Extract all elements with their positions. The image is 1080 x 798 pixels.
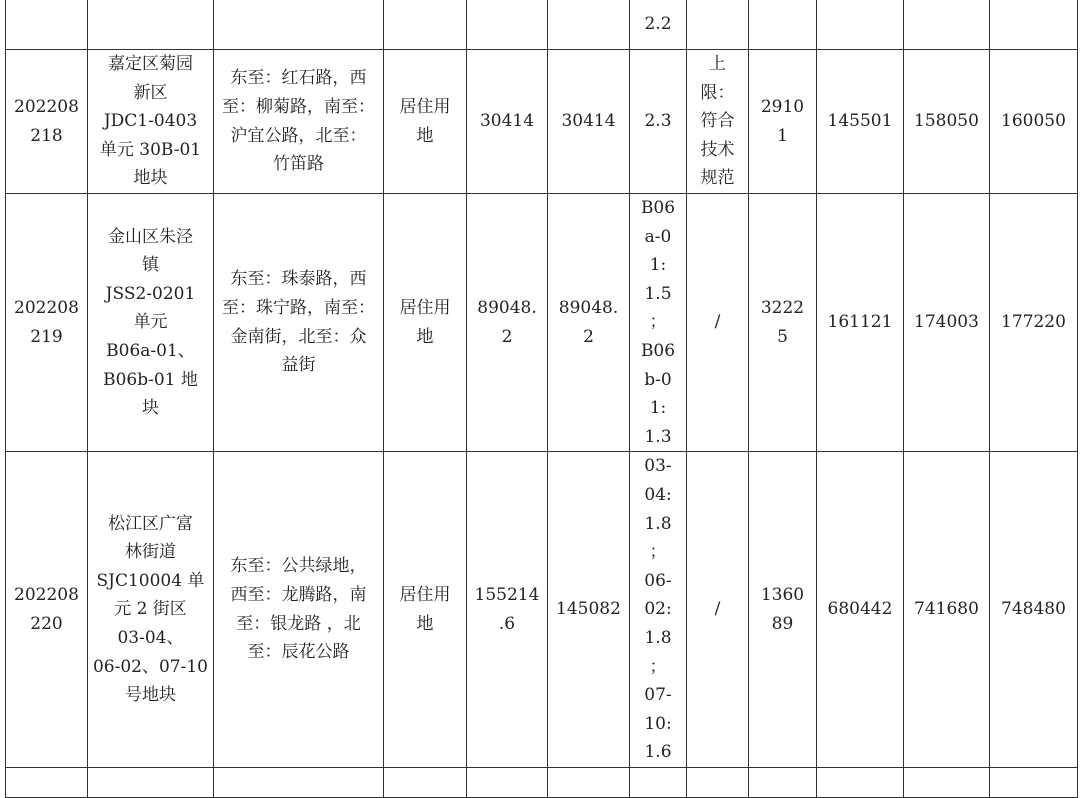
land-auction-table <box>5 0 1078 798</box>
cell-price-a <box>904 767 990 797</box>
cell-land-use <box>384 0 467 50</box>
cell-height-limit: / <box>687 452 749 768</box>
cell-plot-id: 202208 218 <box>6 50 88 194</box>
cell-land-use: 居住用 地 <box>384 50 467 194</box>
cell-total-area: 30414 <box>467 50 548 194</box>
cell-build-area <box>548 767 630 797</box>
table-row <box>6 0 1078 50</box>
cell-start-price: 161121 <box>817 194 904 452</box>
cell-start-price: 145501 <box>817 50 904 194</box>
cell-floor-area: 2910 1 <box>749 50 817 194</box>
cell-plot-name: 金山区朱泾 镇 JSS2-0201 单元 B06a-01、 B06b-01 地 块 <box>88 194 214 452</box>
cell-build-area <box>548 0 630 50</box>
cell-plot-ratio: B06 a-0 1: 1.5 ； B06 b-0 1: 1.3 <box>630 194 687 452</box>
cell-price-a: 741680 <box>904 452 990 768</box>
cell-start-price <box>817 0 904 50</box>
cell-total-area: 155214 .6 <box>467 452 548 768</box>
cell-floor-area: 3222 5 <box>749 194 817 452</box>
cell-height-limit <box>687 767 749 797</box>
cell-plot-id: 202208 220 <box>6 452 88 768</box>
cell-start-price <box>817 767 904 797</box>
cell-boundaries: 东至：公共绿地， 西至：龙腾路，南 至：银龙路 ，北 至：辰花公路 <box>214 452 384 768</box>
cell-total-area <box>467 0 548 50</box>
cell-price-b <box>990 0 1078 50</box>
cell-plot-name <box>88 0 214 50</box>
cell-plot-name <box>88 767 214 797</box>
cell-total-area <box>467 767 548 797</box>
cell-plot-name: 嘉定区菊园 新区 JDC1-0403 单元 30B-01 地块 <box>88 50 214 194</box>
cell-boundaries <box>214 0 384 50</box>
cell-price-a <box>904 0 990 50</box>
cell-land-use: 居住用 地 <box>384 452 467 768</box>
cell-plot-ratio: 2.3 <box>630 50 687 194</box>
table-row <box>6 767 1078 797</box>
cell-price-b: 177220 <box>990 194 1078 452</box>
cell-land-use <box>384 767 467 797</box>
cell-height-limit: / <box>687 194 749 452</box>
cell-price-b <box>990 767 1078 797</box>
cell-plot-name: 松江区广富 林街道 SJC10004 单 元 2 街区 03-04、 06-02、07-10 号地块 <box>88 452 214 768</box>
cell-floor-area: 1360 89 <box>749 452 817 768</box>
table-row <box>6 194 1078 452</box>
cell-plot-id: 202208 219 <box>6 194 88 452</box>
cell-floor-area <box>749 0 817 50</box>
cell-plot-ratio: 2.2 <box>630 0 687 50</box>
cell-land-use: 居住用 地 <box>384 194 467 452</box>
cell-plot-ratio <box>630 767 687 797</box>
cell-floor-area <box>749 767 817 797</box>
cell-plot-id <box>6 0 88 50</box>
table-row <box>6 452 1078 768</box>
cell-boundaries <box>214 767 384 797</box>
cell-boundaries: 东至：红石路，西 至：柳菊路，南至： 沪宜公路，北至： 竹笛路 <box>214 50 384 194</box>
cell-plot-id <box>6 767 88 797</box>
cell-build-area: 30414 <box>548 50 630 194</box>
cell-build-area: 89048. 2 <box>548 194 630 452</box>
cell-price-b: 160050 <box>990 50 1078 194</box>
cell-price-a: 174003 <box>904 194 990 452</box>
cell-total-area: 89048. 2 <box>467 194 548 452</box>
cell-boundaries: 东至：珠泰路，西 至：珠宁路，南至： 金南街，北至：众 益街 <box>214 194 384 452</box>
cell-price-b: 748480 <box>990 452 1078 768</box>
cell-build-area: 145082 <box>548 452 630 768</box>
cell-start-price: 680442 <box>817 452 904 768</box>
cell-price-a: 158050 <box>904 50 990 194</box>
cell-height-limit: 上 限： 符合 技术 规范 <box>687 50 749 194</box>
cell-height-limit <box>687 0 749 50</box>
table-row <box>6 50 1078 194</box>
cell-plot-ratio: 03- 04: 1.8 ； 06- 02: 1.8 ； 07- 10: 1.6 <box>630 452 687 768</box>
